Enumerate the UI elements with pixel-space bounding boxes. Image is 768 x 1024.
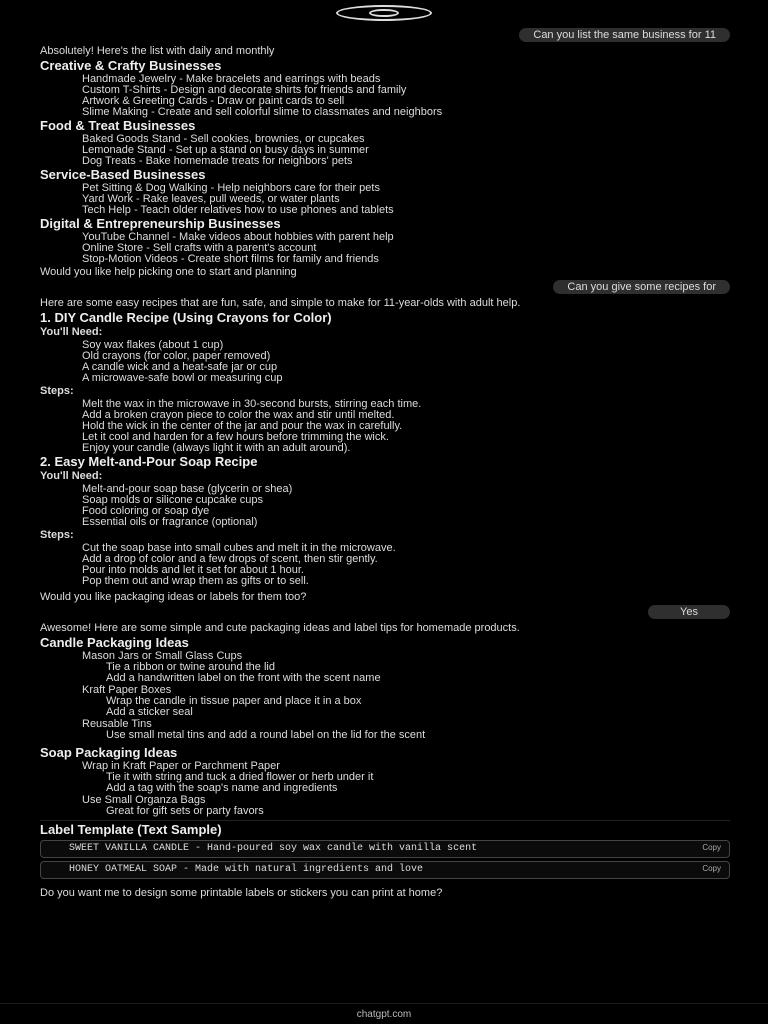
user-message (40, 280, 730, 294)
numbered-list (40, 232, 730, 265)
list-item: 5. Baked Goods Stand - Sell cookies, brownies, or cupcakes (82, 134, 730, 145)
section-heading: 2. Easy Melt-and-Pour Soap Recipe (40, 455, 258, 469)
numbered-list (40, 651, 730, 742)
user-bubble: Can you give some recipes for (553, 280, 730, 294)
subheading: Steps: (40, 385, 74, 397)
list-item: 1. Handmade Jewelry - Make bracelets and earrings with beads (82, 74, 730, 85)
list-item: 8. Pet Sitting & Dog Walking - Help neighbors care for their pets (82, 183, 730, 194)
list-item: • A microwave-safe bowl or measuring cup (82, 373, 730, 384)
divider (40, 820, 730, 821)
list-item: 3. Artwork & Greeting Cards - Draw or paint cards to sell (82, 96, 730, 107)
code-line: HONEY OATMEAL SOAP - Made with natural ingredients and love (69, 864, 424, 875)
section-heading: Food & Treat Businesses (40, 119, 196, 133)
user-message (40, 605, 730, 619)
subheading: Steps: (40, 529, 74, 541)
section-heading: Digital & Entrepreneurship Businesses (40, 217, 281, 231)
user-message (40, 28, 730, 42)
assistant-intro: Awesome! Here are some simple and cute packaging ideas and label tips for homemade products. (40, 622, 520, 634)
assistant-outro: Do you want me to design some printable labels or stickers you can print at home? (40, 887, 443, 899)
list-item: 10. Tech Help - Teach older relatives how to use phones and tablets (82, 205, 730, 216)
assistant-outro: Would you like help picking one to start and planning (40, 266, 297, 278)
list-item (82, 761, 730, 795)
user-bubble: Can you list the same business for 11 (519, 28, 730, 42)
assistant-message (40, 622, 730, 899)
list-item: 3. Hold the wick in the center of the jar and pour the wax in carefully. (82, 421, 730, 432)
list-item-label: Kraft Paper Boxes (82, 685, 172, 696)
list-item: ◦ Add a sticker seal (106, 707, 730, 718)
list-item: • Soap molds or silicone cupcake cups (82, 495, 730, 506)
list-item: 1. Melt the wax in the microwave in 30-second bursts, stirring each time. (82, 399, 730, 410)
list-item: 4. Let it cool and harden for a few hours before trimming the wick. (82, 432, 730, 443)
list-item: 9. Yard Work - Rake leaves, pull weeds, or water plants (82, 194, 730, 205)
bullet-list (82, 772, 730, 794)
list-item-label: Wrap in Kraft Paper or Parchment Paper (82, 761, 280, 772)
list-item: ◦ Add a tag with the soap's name and ingredients (106, 783, 730, 794)
list-item: 7. Dog Treats - Bake homemade treats for neighbors' pets (82, 156, 730, 167)
chat-thread (40, 28, 730, 901)
assistant-message (40, 297, 730, 603)
list-item (82, 685, 730, 719)
list-item: 2. Custom T-Shirts - Design and decorate shirts for friends and family (82, 85, 730, 96)
section-heading: Service-Based Businesses (40, 168, 206, 182)
assistant-intro: Absolutely! Here's the list with daily and monthly (40, 45, 275, 57)
list-item: • A candle wick and a heat-safe jar or cup (82, 362, 730, 373)
user-bubble: Yes (648, 605, 730, 619)
list-item: 13. Stop-Motion Videos - Create short films for family and friends (82, 254, 730, 265)
assistant-message (40, 45, 730, 278)
list-item (82, 795, 730, 818)
logo-icon (336, 5, 432, 21)
list-item-label: Use Small Organza Bags (82, 795, 206, 806)
bullet-list (82, 662, 730, 684)
numbered-list (40, 134, 730, 167)
section-heading: Candle Packaging Ideas (40, 636, 189, 650)
numbered-list (40, 543, 730, 587)
list-item: • Essential oils or fragrance (optional) (82, 517, 730, 528)
list-item: • Food coloring or soap dye (82, 506, 730, 517)
list-item: 2. Add a broken crayon piece to color the wax and stir until melted. (82, 410, 730, 421)
section-heading: Creative & Crafty Businesses (40, 59, 222, 73)
header (0, 0, 768, 26)
list-item: ◦ Add a handwritten label on the front with the scent name (106, 673, 730, 684)
list-item: 6. Lemonade Stand - Set up a stand on busy days in summer (82, 145, 730, 156)
list-item: • Melt-and-pour soap base (glycerin or shea) (82, 484, 730, 495)
section-heading: 1. DIY Candle Recipe (Using Crayons for Color) (40, 311, 332, 325)
list-item: 2. Add a drop of color and a few drops of scent, then stir gently. (82, 554, 730, 565)
list-item-label: Reusable Tins (82, 719, 152, 730)
list-item: 12. Online Store - Sell crafts with a parent's account (82, 243, 730, 254)
assistant-outro: Would you like packaging ideas or labels for them too? (40, 591, 307, 603)
section-heading: Soap Packaging Ideas (40, 746, 178, 760)
list-item (82, 651, 730, 685)
list-item: 4. Slime Making - Create and sell colorful slime to classmates and neighbors (82, 107, 730, 118)
code-block (40, 861, 730, 879)
numbered-list (40, 399, 730, 454)
numbered-list (40, 183, 730, 216)
bullet-list (82, 730, 730, 741)
numbered-list (40, 761, 730, 818)
list-item: 5. Enjoy your candle (always light it with an adult around). (82, 443, 730, 454)
list-item-label: Mason Jars or Small Glass Cups (82, 651, 243, 662)
assistant-intro: Here are some easy recipes that are fun, safe, and simple to make for 11-year-olds with adult help. (40, 297, 521, 309)
list-item: ◦ Tie it with string and tuck a dried flower or herb under it (106, 772, 730, 783)
list-item: 1. Cut the soap base into small cubes and melt it in the microwave. (82, 543, 730, 554)
list-item (82, 719, 730, 742)
list-item: ◦ Tie a ribbon or twine around the lid (106, 662, 730, 673)
bullet-list (82, 696, 730, 718)
code-block (40, 840, 730, 858)
bullet-list (82, 806, 730, 817)
copy-button[interactable]: Copy (702, 843, 721, 852)
copy-button[interactable]: Copy (702, 864, 721, 873)
numbered-list (40, 74, 730, 118)
list-item: 11. YouTube Channel - Make videos about hobbies with parent help (82, 232, 730, 243)
list-item: • Old crayons (for color, paper removed) (82, 351, 730, 362)
list-item: • Soy wax flakes (about 1 cup) (82, 340, 730, 351)
site-name[interactable]: chatgpt.com (356, 1008, 412, 1020)
list-item: ◦ Wrap the candle in tissue paper and place it in a box (106, 696, 730, 707)
subheading: You'll Need: (40, 470, 103, 482)
list-item: 3. Pour into molds and let it set for about 1 hour. (82, 565, 730, 576)
subheading: You'll Need: (40, 326, 103, 338)
list-item: ◦ Great for gift sets or party favors (106, 806, 730, 817)
list-item: 4. Pop them out and wrap them as gifts or to sell. (82, 576, 730, 587)
section-heading: Label Template (Text Sample) (40, 823, 222, 837)
footer (0, 1003, 768, 1024)
list-item: ◦ Use small metal tins and add a round label on the lid for the scent (106, 730, 730, 741)
bullet-list (40, 340, 730, 384)
bullet-list (40, 484, 730, 528)
code-line: SWEET VANILLA CANDLE - Hand-poured soy wax candle with vanilla scent (69, 843, 478, 854)
